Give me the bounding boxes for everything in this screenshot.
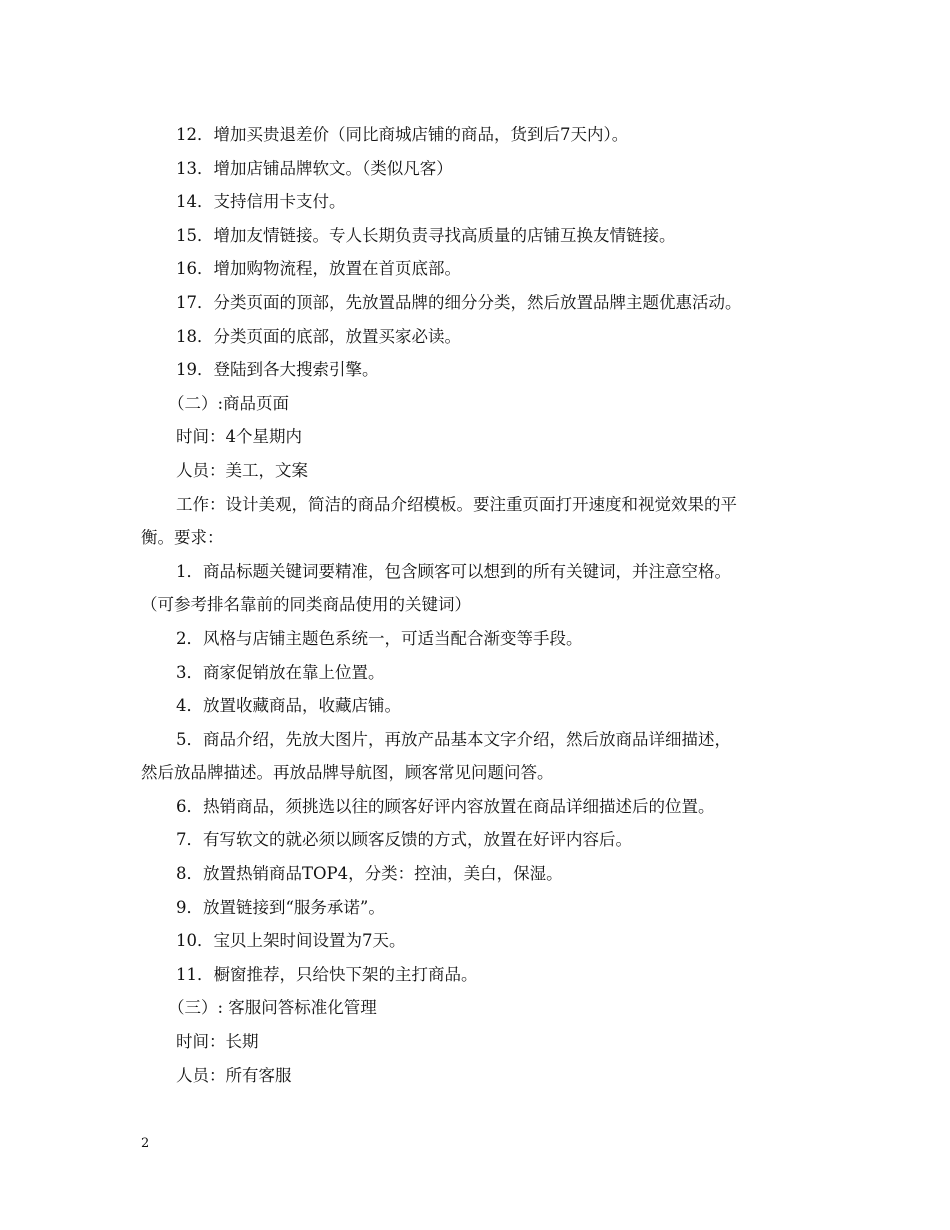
text-line-15: （可参考排名靠前的同类商品使用的关键词） — [141, 595, 471, 615]
text-line-8: 19．登陆到各大搜索引擎。 — [176, 360, 379, 380]
text-line-25: 10．宝贝上架时间设置为7天。 — [176, 931, 406, 951]
text-line-14: 1．商品标题关键词要精准，包含顾客可以想到的所有关键词，并注意空格。 — [176, 561, 731, 581]
section-heading-3: （三）: 客服问答标准化管理 — [168, 998, 377, 1018]
text-line-10: 时间：4个星期内 — [176, 427, 302, 447]
text-line-16: 2．风格与店铺主题色系统一，可适当配合渐变等手段。 — [176, 628, 583, 648]
document-body — [141, 118, 811, 1092]
text-line-18: 4．放置收藏商品，收藏店铺。 — [176, 696, 401, 716]
text-line-23: 8．放置热销商品TOP4，分类：控油，美白，保湿。 — [176, 864, 563, 884]
text-line-28: 时间：长期 — [176, 1032, 259, 1052]
text-line-4: 15．增加友情链接。专人长期负责寻找高质量的店铺互换友情链接。 — [176, 225, 676, 245]
text-line-22: 7．有写软文的就必须以顾客反馈的方式，放置在好评内容后。 — [176, 830, 632, 850]
text-line-3: 14．支持信用卡支付。 — [176, 192, 346, 212]
text-line-20: 然后放品牌描述。再放品牌导航图，顾客常见问题问答。 — [141, 763, 554, 783]
text-line-6: 17．分类页面的顶部，先放置品牌的细分分类，然后放置品牌主题优惠活动。 — [176, 292, 742, 312]
section-heading-2: （二）:商品页面 — [168, 393, 290, 413]
text-line-2: 13．增加店铺品牌软文。（类似凡客） — [176, 158, 453, 178]
text-line-11: 人员：美工，文案 — [176, 460, 308, 480]
text-line-7: 18．分类页面的底部，放置买家必读。 — [176, 326, 461, 346]
text-line-1: 12．增加买贵退差价（同比商城店铺的商品，货到后7天内）。 — [176, 125, 629, 144]
text-line-21: 6．热销商品，须挑选以往的顾客好评内容放置在商品详细描述后的位置。 — [176, 796, 715, 816]
text-line-13: 衡。要求： — [141, 528, 224, 548]
text-line-26: 11．橱窗推荐，只给快下架的主打商品。 — [176, 964, 478, 984]
text-line-17: 3．商家促销放在靠上位置。 — [176, 662, 385, 682]
text-line-5: 16．增加购物流程，放置在首页底部。 — [176, 259, 461, 279]
page-number: 2 — [141, 1136, 150, 1151]
text-line-19: 5．商品介绍，先放大图片，再放产品基本文字介绍，然后放商品详细描述， — [176, 729, 731, 749]
text-line-29: 人员：所有客服 — [176, 1065, 292, 1085]
text-line-12: 工作：设计美观，简洁的商品介绍模板。要注重页面打开速度和视觉效果的平 — [176, 494, 737, 514]
text-line-24: 9．放置链接到“服务承诺”。 — [176, 897, 385, 917]
